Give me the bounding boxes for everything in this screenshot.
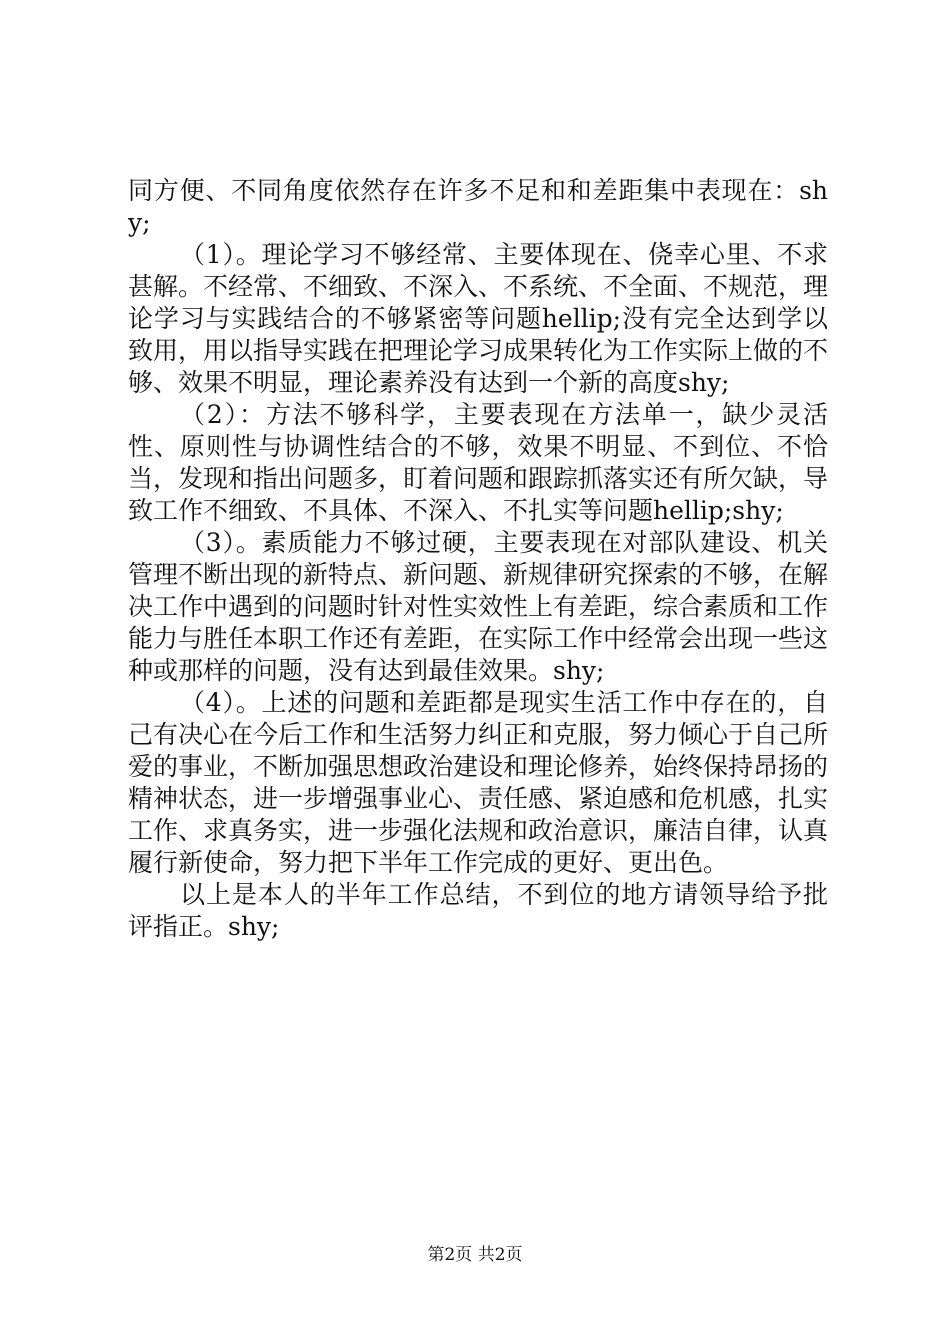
paragraph-item-1: （1）。理论学习不够经常、主要体现在、侥幸心里、不求甚解。不经常、不细致、不深入、不系统、不全面、不规范，理论学习与实践结合的不够紧密等问题hellip;没有完全达到学以致用，用以指导实践在把理论学习成果转化为工作实际上做的不够、效果不明显，理论素养没有达到一个新的高度shy; [128,240,829,397]
paragraph-item-3: （3）。素质能力不够过硬，主要表现在对部队建设、机关管理不断出现的新特点、新问题、新规律研究探索的不够，在解决工作中遇到的问题时针对性实效性上有差距，综合素质和工作能力与胜任本职工作还有差距，在实际工作中经常会出现一些这种或那样的问题，没有达到最佳效果。shy; [128,528,829,685]
paragraph-intro: 同方便、不同角度依然存在许多不足和和差距集中表现在：shy; [128,176,828,237]
paragraph-item-4: （4）。上述的问题和差距都是现实生活工作中存在的，自己有决心在今后工作和生活努力纠正和克服，努力倾心于自己所爱的事业，不断加强思想政治建设和理论修养，始终保持昂扬的精神状态，进一步增强事业心、责任感、紧迫感和危机感，扎实工作、求真务实，进一步强化法规和政治意识，廉洁自律，认真履行新使命，努力把下半年工作完成的更好、更出色。 [128,688,829,877]
paragraph-conclusion: 以上是本人的半年工作总结，不到位的地方请领导给予批评指正。shy; [128,880,828,941]
document-body [128,175,828,943]
page-number-footer: 第2页 共2页 [427,1245,523,1265]
paragraph-item-2: （2）：方法不够科学，主要表现在方法单一，缺少灵活性、原则性与协调性结合的不够，效果不明显、不到位、不恰当，发现和指出问题多，盯着问题和跟踪抓落实还有所欠缺，导致工作不细致、不具体、不深入、不扎实等问题hellip;shy; [128,400,829,525]
